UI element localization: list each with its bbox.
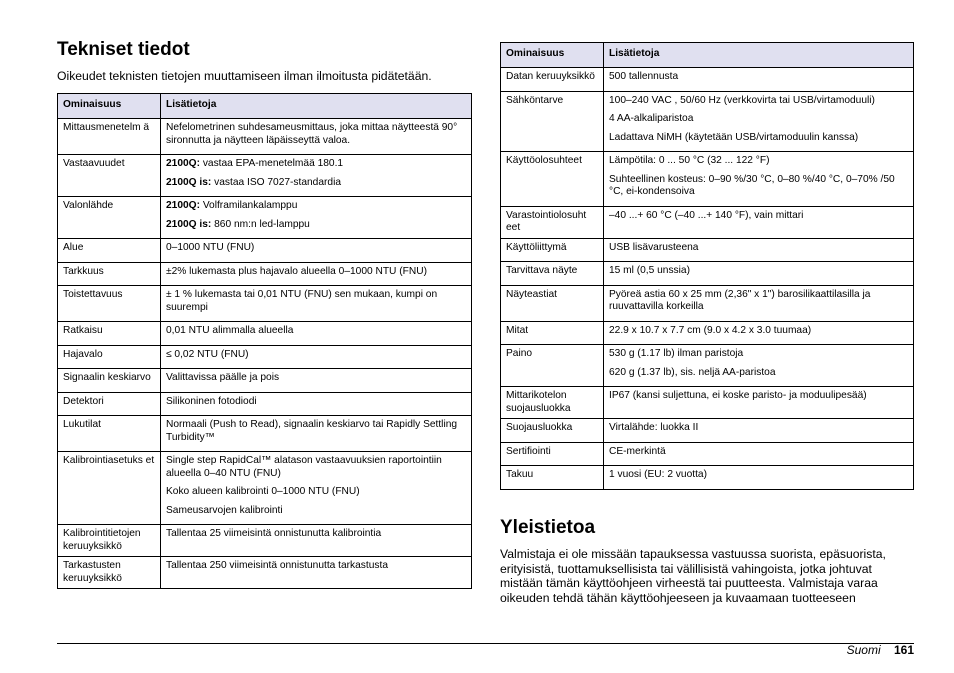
table-row — [501, 91, 914, 152]
detail-line — [166, 560, 466, 573]
detail-text: Pyöreä astia 60 x 25 mm (2,36" x 1") barosilikaattilasilla ja ruuvattavilla korkeilla — [609, 288, 871, 312]
table-row — [501, 238, 914, 262]
section-title-technical-specs: Tekniset tiedot — [57, 39, 190, 60]
header-property: Ominaisuus — [501, 43, 604, 68]
detail-text: ±2% lukemasta plus hajavalo alueella 0–1000 NTU (FNU) — [166, 265, 427, 277]
detail-line — [609, 95, 908, 108]
table-header-row — [58, 94, 472, 119]
table-row — [58, 155, 472, 197]
detail-line — [609, 113, 908, 126]
property-details-cell — [604, 152, 914, 207]
detail-text: ≤ 0,02 NTU (FNU) — [166, 348, 249, 360]
model-label: 2100Q: — [166, 200, 200, 211]
property-details-cell — [604, 419, 914, 443]
property-name-cell: Mittausmenetelm ä — [58, 119, 161, 155]
property-name-cell: Varastointiolosuht eet — [501, 206, 604, 238]
table-header-row — [501, 43, 914, 68]
property-name-cell: Mittarikotelon suojausluokka — [501, 387, 604, 419]
detail-line — [609, 390, 908, 403]
property-details-cell — [161, 155, 472, 197]
detail-line — [166, 528, 466, 541]
table-row — [501, 442, 914, 466]
table-row — [501, 345, 914, 387]
detail-text: Normaali (Push to Read), signaalin keskiarvo tai Rapidly Settling Turbidity™ — [166, 419, 458, 443]
specs-table-right — [500, 42, 914, 490]
property-details-cell — [161, 345, 472, 369]
detail-line — [609, 265, 908, 278]
specs-intro-text: Oikeudet teknisten tietojen muuttamiseen ilman ilmoitusta pidätetään. — [57, 69, 432, 83]
detail-text: 860 nm:n led-lamppu — [211, 218, 310, 230]
property-name-cell: Lukutilat — [58, 416, 161, 452]
property-name-cell: Sähköntarve — [501, 91, 604, 152]
detail-line — [166, 455, 466, 480]
detail-text: Koko alueen kalibrointi 0–1000 NTU (FNU) — [166, 486, 360, 497]
detail-text: Nefelometrinen suhdesameusmittaus, joka mittaa näytteestä 90° sironnutta ja näytteen läpäisseyttä valoa. — [166, 122, 458, 146]
detail-line — [166, 372, 466, 385]
table-row — [501, 262, 914, 286]
property-name-cell: Näyteastiat — [501, 285, 604, 321]
page-footer — [847, 643, 914, 657]
property-name-cell: Tarvittava näyte — [501, 262, 604, 286]
table-row — [58, 262, 472, 286]
table-row — [58, 119, 472, 155]
property-details-cell — [604, 387, 914, 419]
detail-text: 0,01 NTU alimmalla alueella — [166, 325, 294, 336]
property-details-cell — [161, 262, 472, 286]
property-name-cell: Hajavalo — [58, 345, 161, 369]
detail-text: 620 g (1.37 lb), sis. neljä AA-paristoa — [609, 366, 776, 378]
property-name-cell: Kalibrointitietojen keruuyksikkö — [58, 525, 161, 557]
table-row — [501, 285, 914, 321]
detail-text: Sameusarvojen kalibrointi — [166, 504, 283, 516]
detail-text: 530 g (1.17 lb) ilman paristoja — [609, 348, 744, 359]
detail-line — [609, 174, 908, 199]
table-row — [501, 68, 914, 92]
detail-line — [166, 419, 466, 444]
detail-text: Silikoninen fotodiodi — [166, 395, 257, 407]
specs-table-left — [57, 93, 472, 589]
detail-text: Ladattava NiMH (käytetään USB/virtamoduulin kanssa) — [609, 131, 859, 143]
footer-language: Suomi — [846, 643, 881, 657]
detail-text: Virtalähde: luokka II — [609, 422, 699, 433]
table-row — [58, 452, 472, 525]
property-details-cell — [161, 197, 472, 239]
table-row — [58, 286, 472, 322]
table-row — [58, 416, 472, 452]
table-row — [58, 392, 472, 416]
detail-text: 1 vuosi (EU: 2 vuotta) — [609, 469, 707, 480]
detail-text: ± 1 % lukemasta tai 0,01 NTU (FNU) sen mukaan, kumpi on suurempi — [166, 289, 438, 313]
page-number: 161 — [893, 643, 914, 657]
property-details-cell — [604, 206, 914, 238]
property-name-cell: Ratkaisu — [58, 322, 161, 346]
table-row — [58, 322, 472, 346]
table-row — [58, 525, 472, 557]
property-details-cell — [161, 119, 472, 155]
detail-line — [609, 289, 908, 314]
detail-text: 22.9 x 10.7 x 7.7 cm (9.0 x 4.2 x 3.0 tuumaa) — [609, 324, 812, 336]
property-name-cell: Tarkastusten keruuyksikkö — [58, 557, 161, 589]
property-name-cell: Vastaavuudet — [58, 155, 161, 197]
detail-line — [609, 422, 908, 435]
property-details-cell — [604, 68, 914, 92]
table-row — [501, 321, 914, 345]
property-details-cell — [161, 452, 472, 525]
property-details-cell — [161, 286, 472, 322]
property-details-cell — [604, 238, 914, 262]
property-details-cell — [161, 525, 472, 557]
detail-text: vastaa ISO 7027-standardia — [211, 176, 341, 188]
model-label: 2100Q is: — [166, 218, 212, 230]
footer-divider — [57, 643, 914, 644]
property-details-cell — [161, 239, 472, 263]
detail-line — [609, 446, 908, 459]
property-details-cell — [604, 321, 914, 345]
detail-text: Volframilankalamppu — [199, 200, 298, 211]
property-name-cell: Käyttöliittymä — [501, 238, 604, 262]
detail-line — [609, 348, 908, 361]
property-name-cell: Mitat — [501, 321, 604, 345]
detail-line — [166, 349, 466, 362]
detail-line — [166, 122, 466, 147]
detail-text: USB lisävarusteena — [609, 241, 699, 253]
table-row — [58, 369, 472, 393]
detail-line — [166, 505, 466, 518]
property-name-cell: Datan keruuyksikkö — [501, 68, 604, 92]
detail-line — [609, 210, 908, 223]
detail-line — [609, 469, 908, 482]
detail-line — [166, 200, 466, 213]
property-details-cell — [161, 369, 472, 393]
header-property: Ominaisuus — [58, 94, 161, 119]
property-name-cell: Valonlähde — [58, 197, 161, 239]
model-label: 2100Q: — [166, 158, 200, 169]
property-name-cell: Detektori — [58, 392, 161, 416]
detail-text: Single step RapidCal™ alatason vastaavuuksien raportointiin alueella 0–40 NTU (FNU) — [166, 455, 442, 479]
detail-line — [166, 289, 466, 314]
detail-text: vastaa EPA-menetelmää 180.1 — [199, 158, 344, 169]
detail-line — [166, 177, 466, 190]
table-row — [58, 239, 472, 263]
property-name-cell: Tarkkuus — [58, 262, 161, 286]
table-row — [501, 387, 914, 419]
detail-text: IP67 (kansi suljettuna, ei koske paristo- ja moduulipesää) — [609, 390, 867, 401]
model-label: 2100Q is: — [166, 176, 212, 188]
header-details: Lisätietoja — [161, 94, 472, 119]
detail-line — [609, 367, 908, 380]
general-info-text: Valmistaja ei ole missään tapauksessa vastuussa suorista, epäsuorista, erityisistä, tuottamuksellisista tai välillisistä vahingoista, jotka johtuvat mistään tämän käyttöohjeen virheestä tai puutteesta. Valmistaja varaa oikeuden tehdä tähän käyttöohjeeseen ja kuvaamaan tuotteeseen — [500, 547, 886, 605]
property-name-cell: Alue — [58, 239, 161, 263]
property-name-cell: Signaalin keskiarvo — [58, 369, 161, 393]
detail-line — [166, 242, 466, 255]
detail-line — [609, 155, 908, 168]
property-details-cell — [161, 392, 472, 416]
detail-text: Tallentaa 25 viimeisintä onnistunutta kalibrointia — [166, 528, 382, 539]
property-details-cell — [604, 466, 914, 490]
detail-text: CE-merkintä — [609, 445, 666, 457]
detail-line — [609, 71, 908, 84]
property-details-cell — [161, 322, 472, 346]
detail-line — [166, 325, 466, 338]
detail-line — [609, 132, 908, 145]
property-details-cell — [604, 262, 914, 286]
property-name-cell: Paino — [501, 345, 604, 387]
property-details-cell — [161, 416, 472, 452]
detail-line — [166, 219, 466, 232]
table-row — [501, 419, 914, 443]
property-details-cell — [604, 442, 914, 466]
detail-text: Lämpötila: 0 ... 50 °C (32 ... 122 °F) — [609, 155, 770, 166]
property-name-cell: Takuu — [501, 466, 604, 490]
detail-text: 15 ml (0,5 unssia) — [609, 265, 690, 276]
table-row — [501, 152, 914, 207]
specs-table-left-wrapper — [57, 93, 472, 589]
detail-text: Tallentaa 250 viimeisintä onnistunutta tarkastusta — [166, 560, 388, 571]
property-details-cell — [604, 285, 914, 321]
detail-text: Suhteellinen kosteus: 0–90 %/30 °C, 0–80 %/40 °C, 0–70% /50 °C, ei-kondensoiva — [609, 173, 895, 197]
detail-line — [609, 242, 908, 255]
specs-table-right-wrapper — [500, 42, 914, 490]
detail-line — [166, 396, 466, 409]
table-row — [501, 206, 914, 238]
table-row — [58, 197, 472, 239]
detail-text: Valittavissa päälle ja pois — [166, 372, 280, 383]
detail-line — [166, 266, 466, 279]
detail-text: –40 ...+ 60 °C (–40 ...+ 140 °F), vain mittari — [609, 209, 804, 221]
property-name-cell: Sertifiointi — [501, 442, 604, 466]
detail-line — [609, 325, 908, 338]
section-title-general-info: Yleistietoa — [500, 517, 596, 538]
detail-line — [166, 486, 466, 499]
table-row — [58, 345, 472, 369]
detail-text: 100–240 VAC , 50/60 Hz (verkkovirta tai USB/virtamoduuli) — [609, 94, 875, 106]
property-details-cell — [604, 345, 914, 387]
property-details-cell — [161, 557, 472, 589]
detail-text: 500 tallennusta — [609, 71, 679, 82]
property-name-cell: Kalibrointiasetuks et — [58, 452, 161, 525]
property-name-cell: Toistettavuus — [58, 286, 161, 322]
table-row — [501, 466, 914, 490]
detail-text: 0–1000 NTU (FNU) — [166, 242, 255, 253]
property-name-cell: Suojausluokka — [501, 419, 604, 443]
property-details-cell — [604, 91, 914, 152]
detail-text: 4 AA-alkaliparistoa — [609, 113, 694, 124]
detail-line — [166, 158, 466, 171]
table-row — [58, 557, 472, 589]
property-name-cell: Käyttöolosuhteet — [501, 152, 604, 207]
header-details: Lisätietoja — [604, 43, 914, 68]
